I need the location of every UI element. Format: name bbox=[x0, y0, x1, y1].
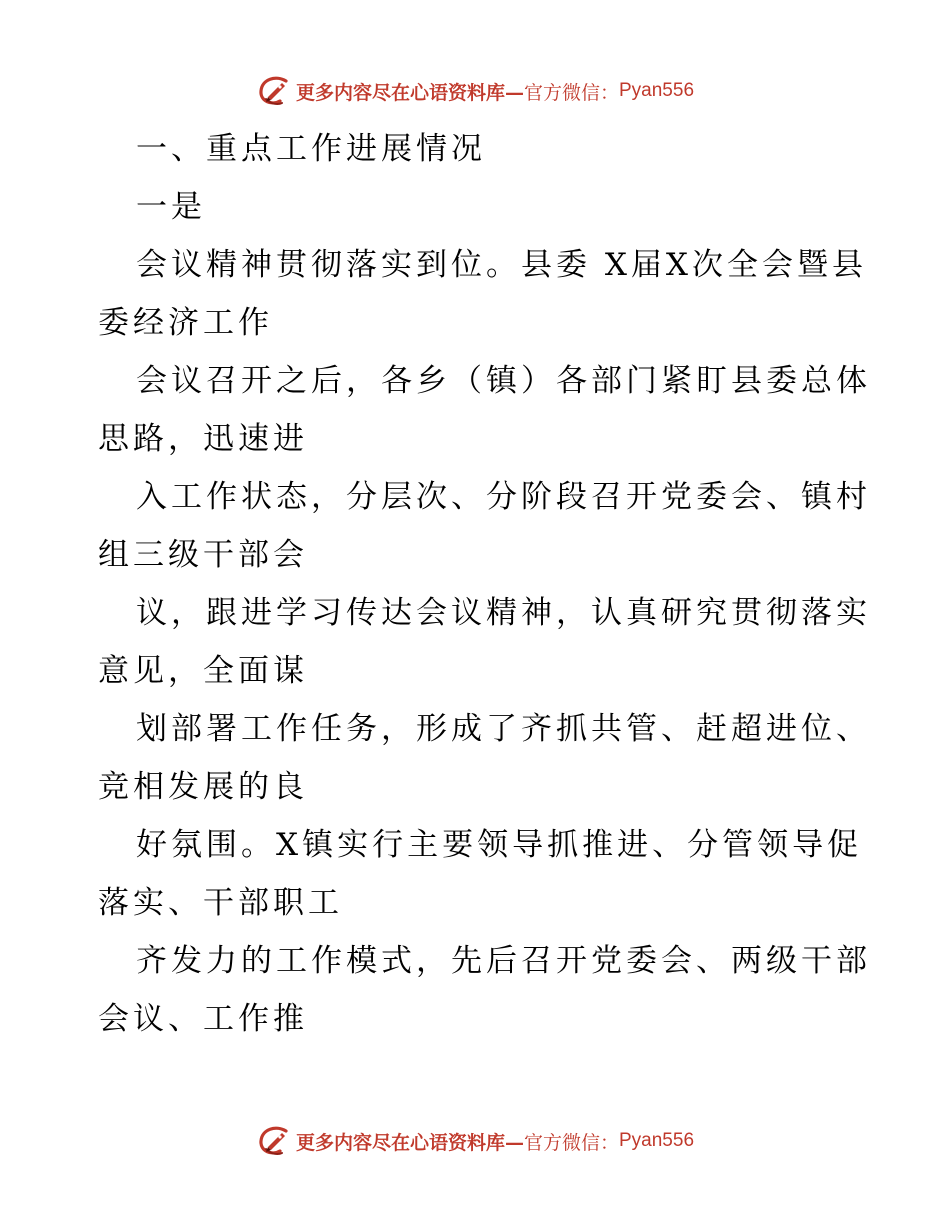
doc-line: 一、重点工作进展情况 bbox=[136, 131, 486, 167]
doc-line: 一是 bbox=[136, 189, 206, 225]
doc-line: 会议精神贯彻落实到位。县委 X届X次全会暨县 bbox=[136, 247, 867, 283]
banner-contact-label: 官方微信： bbox=[523, 81, 619, 104]
banner-contact-id: Pyan556 bbox=[619, 1130, 695, 1151]
doc-line: 组三级干部会 bbox=[98, 537, 308, 573]
doc-line: 会议、工作推 bbox=[98, 1001, 308, 1037]
doc-line: 思路，迅速进 bbox=[98, 421, 308, 457]
doc-line: 会议召开之后，各乡（镇）各部门紧盯县委总体 bbox=[136, 363, 871, 399]
doc-line: 委经济工作 bbox=[98, 305, 273, 341]
doc-line: 意见，全面谋 bbox=[98, 653, 308, 689]
pen-nib-swirl-icon bbox=[256, 1123, 292, 1159]
doc-line: 划部署工作任务，形成了齐抓共管、赶超进位、 bbox=[136, 711, 871, 747]
banner-contact-id: Pyan556 bbox=[619, 80, 695, 101]
doc-line: 议，跟进学习传达会议精神，认真研究贯彻落实 bbox=[136, 595, 871, 631]
doc-line: 竞相发展的良 bbox=[98, 769, 308, 805]
doc-line: 入工作状态，分层次、分阶段召开党委会、镇村 bbox=[136, 479, 871, 515]
header-banner bbox=[0, 71, 950, 111]
banner-brand-text: 更多内容尽在心语资料库— bbox=[295, 1131, 524, 1154]
document-body bbox=[98, 120, 871, 1048]
pen-nib-swirl-icon bbox=[256, 73, 292, 109]
doc-line: 齐发力的工作模式，先后召开党委会、两级干部 bbox=[136, 943, 871, 979]
doc-line: 好氛围。X镇实行主要领导抓推进、分管领导促 bbox=[136, 827, 863, 863]
banner-contact-label: 官方微信： bbox=[523, 1131, 619, 1154]
banner-brand-text: 更多内容尽在心语资料库— bbox=[295, 81, 524, 104]
doc-line: 落实、干部职工 bbox=[98, 885, 343, 921]
footer-banner bbox=[0, 1121, 950, 1161]
